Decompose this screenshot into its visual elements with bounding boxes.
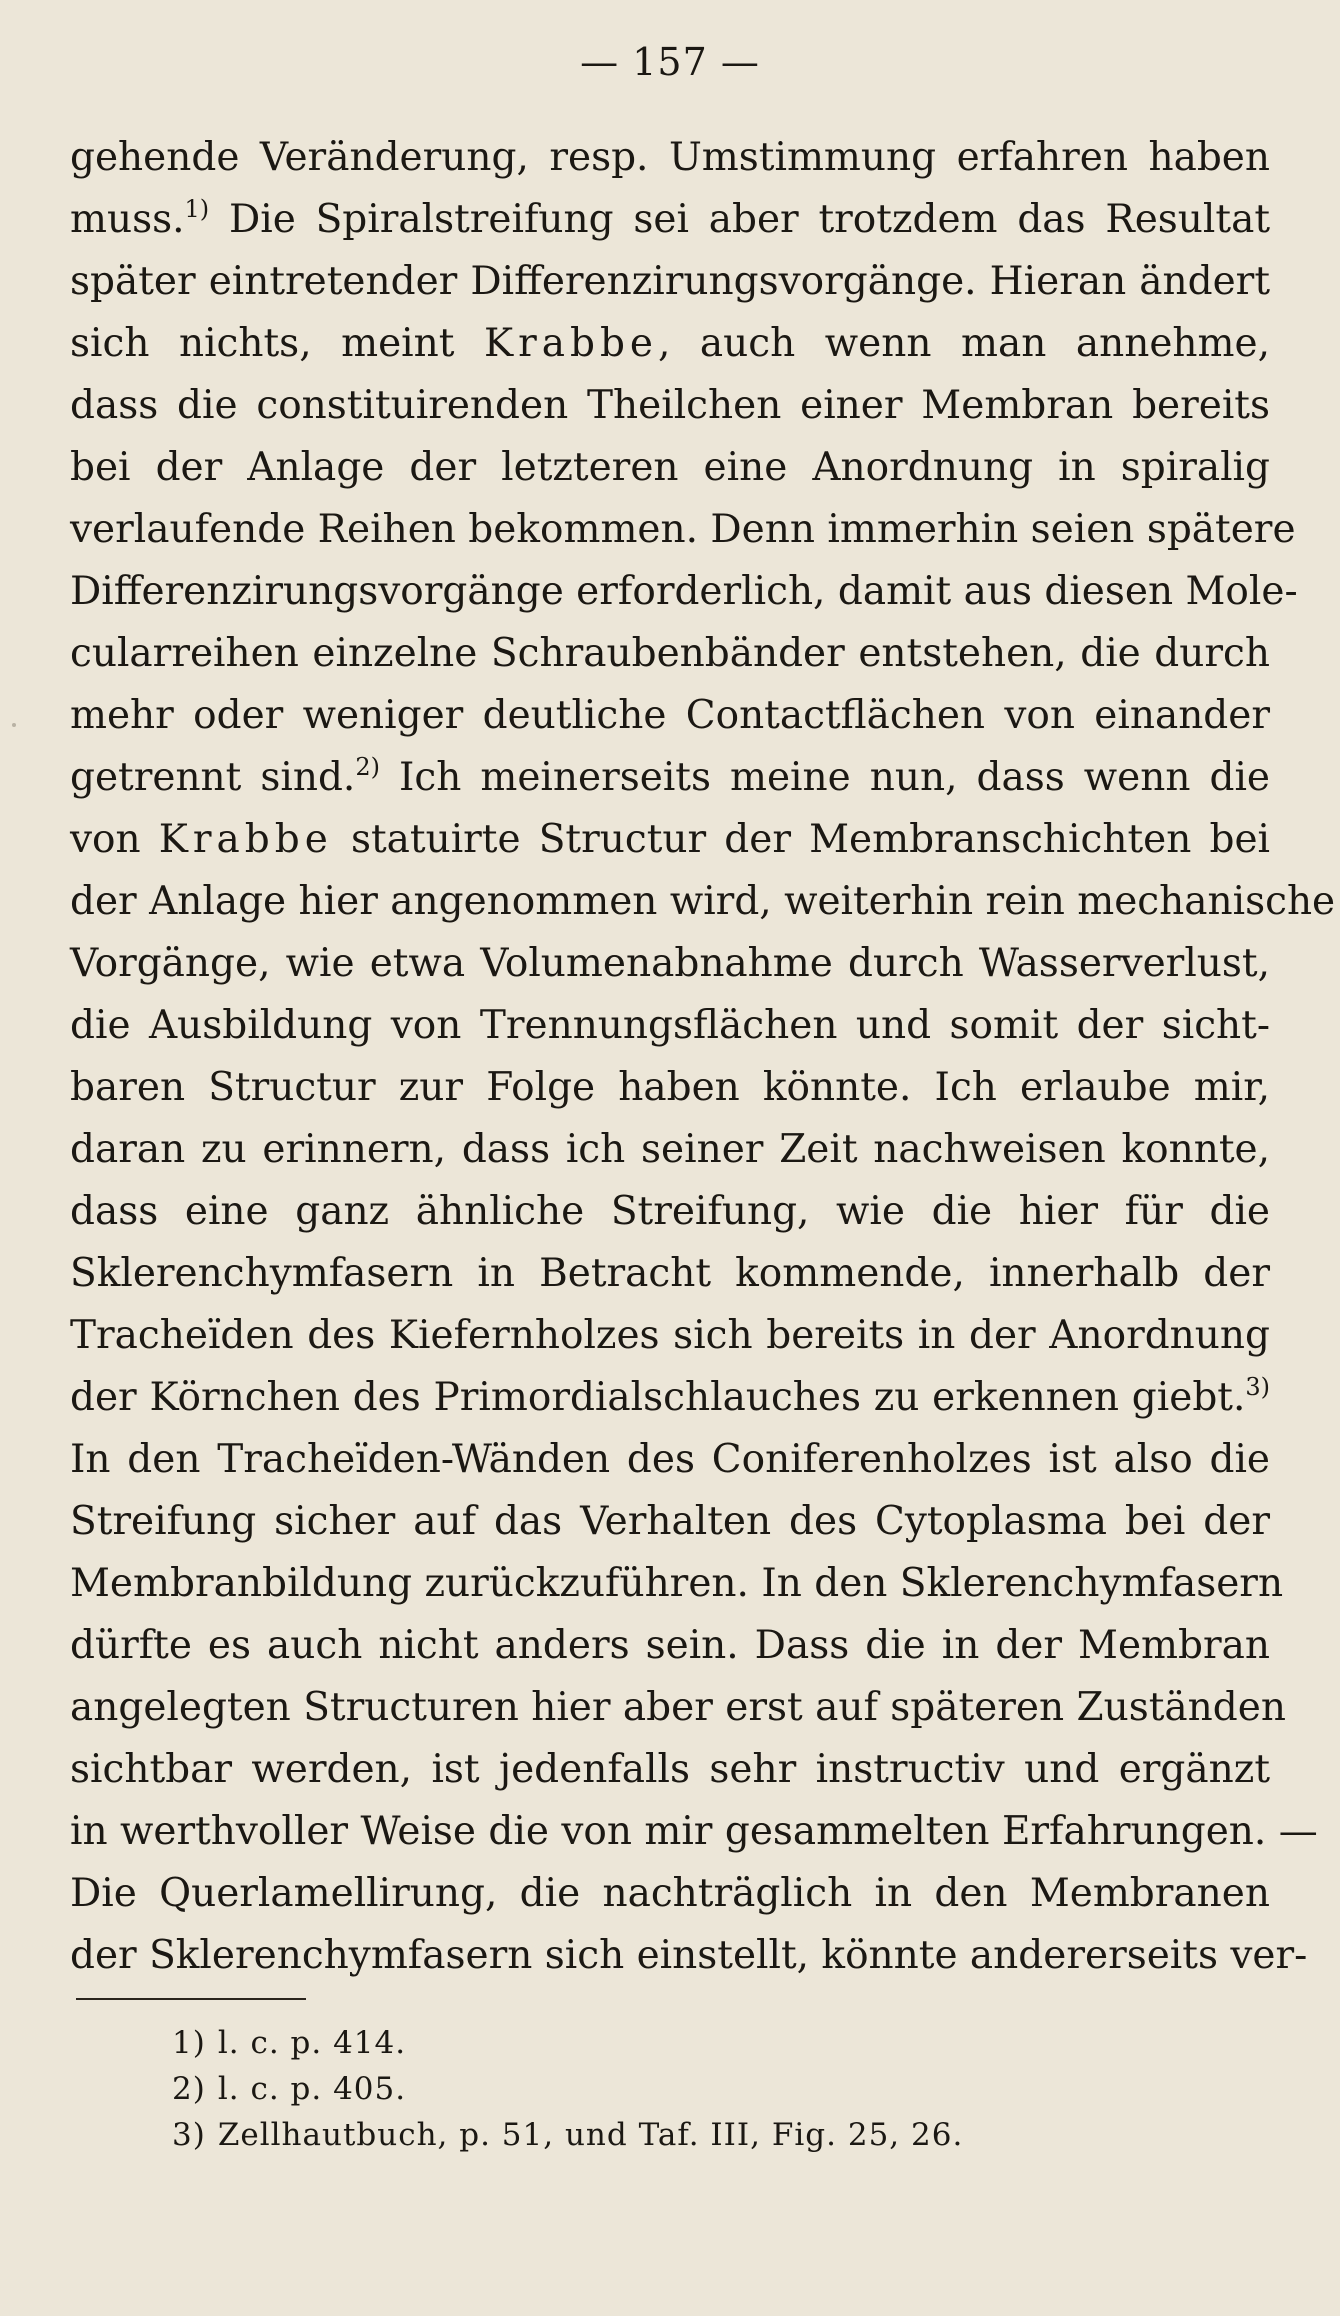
text-line: [70, 1491, 1270, 1553]
footnote-reference: 1): [184, 195, 210, 223]
text-line: [70, 1553, 1284, 1615]
text-line: [70, 685, 1270, 747]
text-run: statuirte Structur der Membranschichten bei: [332, 817, 1271, 862]
text-run: von: [70, 817, 159, 862]
text-run: cularreihen einzelne Schraubenbänder entstehen, die durch: [70, 631, 1270, 676]
text-run: angelegten Structuren hier aber erst auf späteren Zuständen: [70, 1685, 1286, 1730]
text-line: [70, 499, 1296, 561]
footnote-text: Zellhautbuch, p. 51, und Taf. III, Fig. 25, 26.: [217, 2117, 964, 2153]
text-line: [70, 1925, 1308, 1987]
text-run: sich nichts, meint: [70, 321, 484, 366]
text-run: Sklerenchymfasern in Betracht kommende, innerhalb der: [70, 1251, 1270, 1296]
text-run: mehr oder weniger deutliche Contactflächen von einander: [70, 693, 1270, 738]
text-line: [70, 375, 1270, 437]
footnote-text: l. c. p. 405.: [217, 2071, 407, 2107]
text-line: [70, 1677, 1286, 1739]
text-run: sichtbar werden, ist jedenfalls sehr instructiv und ergänzt: [70, 1747, 1270, 1792]
text-run: daran zu erinnern, dass ich seiner Zeit nachweisen konnte,: [70, 1127, 1270, 1172]
text-line: [70, 313, 1270, 375]
margin-dot: [12, 723, 16, 727]
text-run: dass eine ganz ähnliche Streifung, wie die hier für die: [70, 1189, 1270, 1234]
footnote-text: l. c. p. 414.: [217, 2025, 407, 2061]
page-number: — 157 —: [580, 40, 760, 84]
text-run: der Körnchen des Primordialschlauches zu erkennen giebt.: [70, 1375, 1246, 1420]
text-line: [70, 995, 1270, 1057]
footnote-divider: [76, 1998, 306, 2000]
footnotes: [172, 2020, 1172, 2158]
text-run: dürfte es auch nicht anders sein. Dass die in der Membran: [70, 1623, 1270, 1668]
text-run: Vorgänge, wie etwa Volumenabnahme durch Wasserverlust,: [70, 941, 1270, 986]
text-line: [70, 1057, 1270, 1119]
footnote: [172, 2112, 1172, 2158]
text-line: [70, 1243, 1270, 1305]
text-line: [70, 1181, 1270, 1243]
body-text: [70, 127, 1336, 1987]
footnote: [172, 2020, 1172, 2066]
footnote-reference: 3): [1245, 1373, 1270, 1401]
text-line: [70, 127, 1270, 189]
text-line: [70, 809, 1270, 871]
text-run: die Ausbildung von Trennungsflächen und somit der sicht-: [70, 1003, 1270, 1048]
text-run: Streifung sicher auf das Verhalten des Cytoplasma bei der: [70, 1499, 1270, 1544]
footnote-reference: 2): [355, 753, 380, 781]
footnote-marker: 1): [172, 2025, 206, 2061]
author-name: Krabbe: [483, 321, 658, 366]
text-line: [70, 1119, 1270, 1181]
text-run: Tracheïden des Kiefernholzes sich bereits in der Anordnung: [70, 1313, 1270, 1358]
text-line: [70, 437, 1270, 499]
text-run: bei der Anlage der letzteren eine Anordnung in spiralig: [70, 445, 1270, 490]
text-run: getrennt sind.: [70, 755, 356, 800]
footnote-marker: 2): [172, 2071, 206, 2107]
text-run: In den Tracheïden-Wänden des Coniferenholzes ist also die: [70, 1437, 1270, 1482]
text-run: der Sklerenchymfasern sich einstellt, könnte andererseits ver-: [70, 1933, 1308, 1978]
text-run: in werthvoller Weise die von mir gesammelten Erfahrungen. —: [70, 1809, 1318, 1854]
text-run: , auch wenn man annehme,: [658, 321, 1270, 366]
text-run: Membranbildung zurückzuführen. In den Sklerenchymfasern: [70, 1561, 1284, 1606]
text-run: verlaufende Reihen bekommen. Denn immerhin seien spätere: [70, 507, 1296, 552]
text-run: später eintretender Differenzirungsvorgänge. Hieran ändert: [70, 259, 1270, 304]
text-line: [70, 1429, 1270, 1491]
text-line: [70, 1863, 1270, 1925]
text-line: [70, 933, 1270, 995]
text-run: Die Querlamellirung, die nachträglich in den Membranen: [70, 1871, 1270, 1916]
text-line: [70, 871, 1336, 933]
text-line: [70, 1739, 1270, 1801]
footnote: [172, 2066, 1172, 2112]
text-line: [70, 189, 1270, 251]
text-run: muss.: [70, 197, 185, 242]
text-line: [70, 747, 1270, 809]
text-line: [70, 251, 1270, 313]
text-line: [70, 1801, 1318, 1863]
text-run: dass die constituirenden Theilchen einer Membran bereits: [70, 383, 1270, 428]
text-line: [70, 561, 1298, 623]
text-run: Ich meinerseits meine nun, dass wenn die: [379, 755, 1270, 800]
text-line: [70, 1615, 1270, 1677]
text-line: [70, 1305, 1270, 1367]
text-run: gehende Veränderung, resp. Umstimmung erfahren haben: [70, 135, 1270, 180]
text-run: Differenzirungsvorgänge erforderlich, damit aus diesen Mole-: [70, 569, 1298, 614]
text-run: der Anlage hier angenommen wird, weiterhin rein mechanische: [70, 879, 1336, 924]
text-run: Die Spiralstreifung sei aber trotzdem das Resultat: [209, 197, 1270, 242]
text-line: [70, 1367, 1270, 1429]
text-line: [70, 623, 1270, 685]
text-run: baren Structur zur Folge haben könnte. Ich erlaube mir,: [70, 1065, 1270, 1110]
footnote-marker: 3): [172, 2117, 206, 2153]
author-name: Krabbe: [158, 817, 333, 862]
